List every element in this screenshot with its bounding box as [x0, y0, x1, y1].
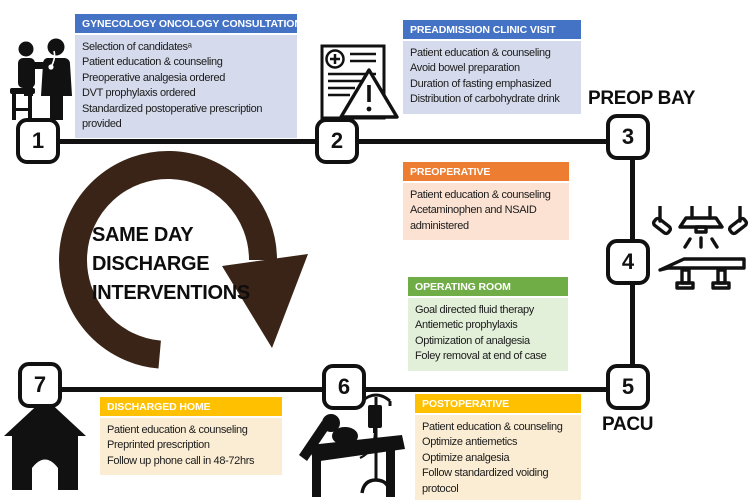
stage-item: Preoperative analgesia ordered — [82, 71, 225, 84]
stage-item: Optimization of analgesia — [415, 334, 530, 347]
stage-item: Patient education & counseling — [410, 47, 551, 59]
step-number: 7 — [33, 372, 47, 397]
step-node-5 — [606, 364, 650, 410]
doctor-patient-icon — [6, 36, 78, 122]
step-number: 2 — [330, 128, 344, 153]
stage-item: Preprinted prescription — [107, 439, 210, 452]
stage-item: Patient education & counseling — [107, 424, 248, 436]
step-node-4 — [606, 239, 650, 285]
step-number: 4 — [621, 249, 635, 274]
stage-title: OPERATING ROOM — [408, 277, 568, 296]
stage-item-list — [403, 183, 569, 240]
stage-item: Acetaminophen and NSAID administered — [410, 204, 537, 232]
diagram-title-line: DISCHARGE — [92, 253, 210, 275]
stage-operating-room — [408, 277, 568, 371]
stage-item: Patient education & counseling — [410, 189, 551, 201]
stage-item: Patient education & counseling — [82, 56, 223, 69]
step-node-1 — [16, 118, 60, 164]
diagram-title-line: SAME DAY — [92, 224, 194, 246]
stage-item: Duration of fasting emphasized — [410, 77, 552, 90]
operating-room-icon — [652, 206, 748, 301]
step-node-3 — [606, 114, 650, 160]
stage-item: Avoid bowel preparation — [410, 62, 520, 75]
diagram-title-line: INTERVENTIONS — [92, 282, 250, 304]
stage-item: Distribution of carbohydrate drink — [410, 93, 560, 106]
step-number: 1 — [31, 128, 45, 153]
preop-bay-label: PREOP BAY — [588, 88, 696, 109]
stage-preadmission-clinic-visit — [403, 20, 581, 114]
stage-item-list — [408, 298, 568, 371]
stage-item: Follow up phone call in 48-72hrs — [107, 454, 255, 467]
step-number: 6 — [337, 374, 351, 399]
stage-item-list — [100, 418, 282, 475]
home-icon — [4, 398, 86, 490]
stage-title: DISCHARGED HOME — [100, 397, 282, 416]
stage-preoperative — [403, 162, 569, 240]
step-number: 3 — [621, 124, 635, 149]
medical-document-icon — [308, 44, 403, 122]
stage-postoperative — [415, 394, 581, 500]
stage-title: POSTOPERATIVE — [415, 394, 581, 413]
step-node-6 — [322, 364, 366, 410]
pacu-label: PACU — [602, 414, 654, 435]
stage-gynecology-oncology-consultation — [75, 14, 302, 138]
stage-item: Patient education & counseling — [422, 421, 563, 433]
step-number: 5 — [621, 374, 635, 399]
diagram-title — [92, 221, 250, 308]
stage-item-list — [75, 35, 297, 138]
stage-item: Optimize analgesia — [422, 451, 510, 464]
stage-item: DVT prophylaxis ordered — [82, 87, 196, 100]
stage-item: Selection of candidatesᵃ — [82, 41, 192, 53]
step-node-2 — [315, 118, 359, 164]
stage-item: Standardized postoperative prescription provided — [82, 102, 263, 130]
stage-item: Foley removal at end of case — [415, 350, 547, 363]
stage-item: Antiemetic prophylaxis — [415, 319, 518, 332]
stage-item: Follow standardized voiding protocol — [422, 467, 549, 495]
stage-item-list — [415, 415, 581, 500]
stage-item-list — [403, 41, 581, 114]
stage-item: Optimize antiemetics — [422, 436, 518, 449]
stage-title: PREOPERATIVE — [403, 162, 569, 181]
stage-title: PREADMISSION CLINIC VISIT — [403, 20, 581, 39]
stage-discharged-home — [100, 397, 282, 475]
stage-item: Goal directed fluid therapy — [415, 304, 534, 316]
step-node-7 — [18, 362, 62, 408]
stage-title: GYNECOLOGY ONCOLOGY CONSULTATION — [75, 14, 297, 33]
